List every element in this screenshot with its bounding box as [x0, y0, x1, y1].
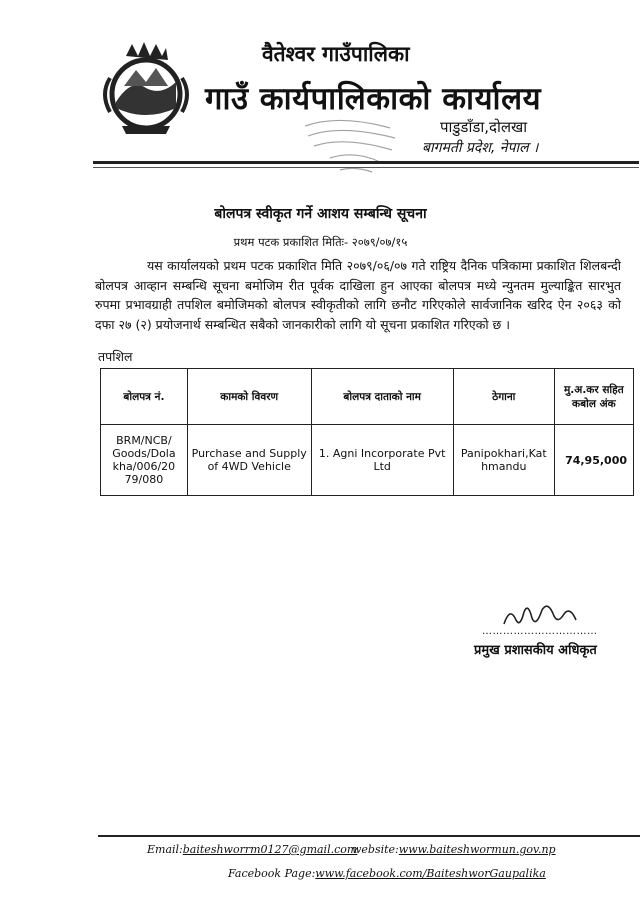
table-header-row — [101, 369, 634, 425]
cell-work-description: Purchase and Supply of 4WD Vehicle — [187, 425, 311, 496]
header-divider-thin — [93, 167, 639, 168]
email-label: Email: — [147, 843, 183, 856]
bid-table — [100, 368, 634, 496]
header-work-description: कामको विवरण — [187, 369, 311, 425]
facebook-link[interactable]: www.facebook.com/BaiteshworGaupalika — [315, 867, 546, 880]
header-bid-amount: मु.अ.कर सहित कबोल अंक — [554, 369, 633, 425]
footer-email — [147, 843, 357, 856]
nepal-emblem-logo — [96, 38, 196, 138]
signer-title: प्रमुख प्रशासकीय अधिकृत — [474, 643, 597, 658]
office-stamp — [300, 116, 420, 186]
address-line-2: बागमती प्रदेश, नेपाल । — [422, 140, 539, 156]
header-divider — [93, 161, 639, 164]
website-label: website: — [352, 843, 399, 856]
table-row — [101, 425, 634, 496]
header-bid-number: बोलपत्र नं. — [101, 369, 188, 425]
footer-divider — [98, 835, 640, 837]
facebook-label: Facebook Page: — [228, 867, 316, 880]
office-name: गाउँ कार्यपालिकाको कार्यालय — [205, 81, 542, 117]
header-bidder-name: बोलपत्र दाताको नाम — [311, 369, 453, 425]
details-label: तपशिल — [98, 349, 133, 364]
cell-address: Panipokhari,Kat hmandu — [453, 425, 554, 496]
address-line-1: पाडुडाँडा,दोलखा — [440, 118, 528, 136]
publish-date: प्रथम पटक प्रकाशित मितिः- २०७९/०७/१५ — [233, 235, 408, 249]
website-link[interactable]: www.baiteshwormun.gov.np — [398, 843, 556, 856]
signature-dots: …………………………… — [482, 626, 598, 637]
email-link[interactable]: baiteshworrm0127@gmail.com — [182, 843, 358, 856]
footer-website — [352, 843, 556, 856]
cell-bid-amount: 74,95,000 — [554, 425, 633, 496]
footer-facebook — [228, 867, 546, 880]
cell-bid-number: BRM/NCB/ Goods/Dola kha/006/20 79/080 — [101, 425, 188, 496]
notice-title: बोलपत्र स्वीकृत गर्ने आशय सम्बन्धि सूचना — [214, 206, 427, 222]
notice-body: यस कार्यालयको प्रथम पटक प्रकाशित मिति २०७९/०६/०७ गते राष्ट्रिय दैनिक पत्रिकामा प्रकाशित शिलबन्दी बोलपत्र आव्हान सम्बन्धि सूचना बमोजिम रीत पूर्वक दाखिला हुन आएका बोलपत्र मध्ये न्युनतम मुल्याङ्कित सारभुत रुपमा प्रभावग्राही तपशिल बमोजिमको बोलपत्र स्वीकृतीको लागि छनौट गरिएकोले सार्वजानिक खरिद ऐन २०६३ को दफा २७ (२) प्रयोजनार्थ सम्बन्धित सबैको जानकारीको लागि यो सूचना प्रकाशित गरिएको छ । — [95, 258, 621, 332]
cell-bidder-name: 1. Agni Incorporate Pvt Ltd — [311, 425, 453, 496]
header-address: ठेगाना — [453, 369, 554, 425]
municipality-name: वैतेश्वर गाउँपालिका — [262, 42, 410, 66]
